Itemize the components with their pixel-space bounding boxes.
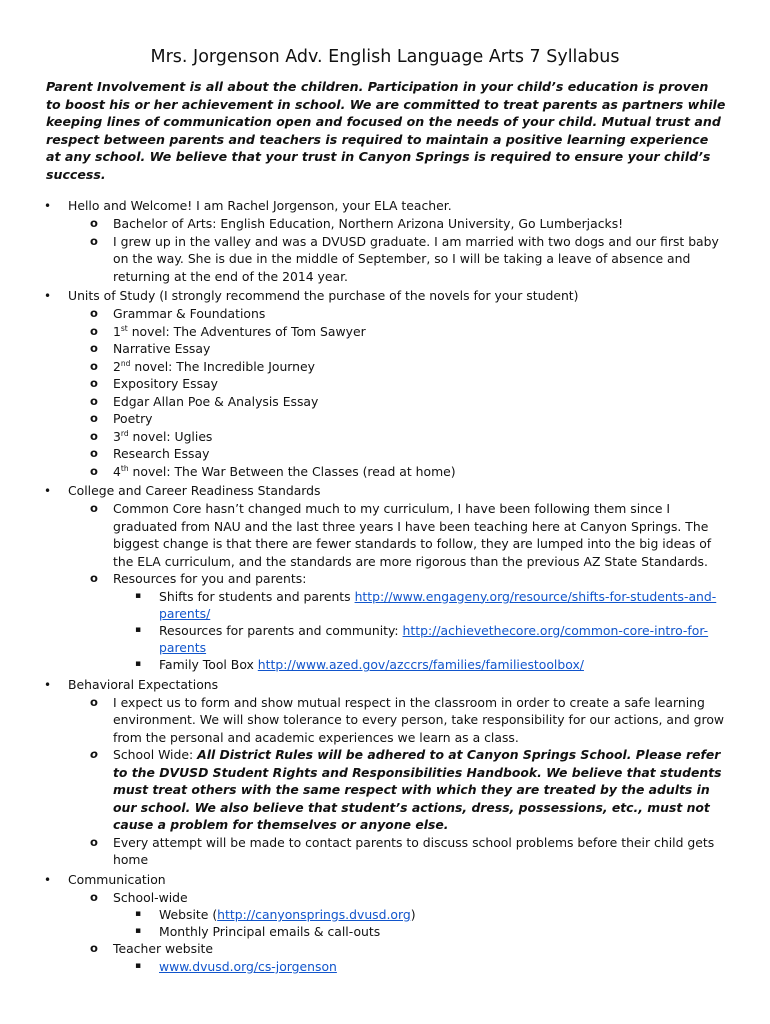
list-item: [0, 889, 770, 907]
circle-bullet-icon: o: [90, 323, 98, 338]
bullet-icon: •: [44, 872, 52, 887]
school-wide-rules: All District Rules will be adhered to at Canyon Springs School. Please refer to the DVUSD Student Rights and Responsibilities Handbook. We believe that students must treat others with the same respect with which they are treated by the adults in our school. We also believe that student’s actions, dress, possessions, etc., must not cause a problem for themselves or anyone else.: [113, 747, 722, 833]
circle-bullet-icon: o: [90, 834, 98, 849]
circle-bullet-icon: o: [90, 428, 98, 443]
circle-bullet-icon: o: [90, 216, 98, 230]
list-item: [0, 500, 770, 570]
unit-text: Grammar & Foundations: [113, 306, 266, 321]
list-item: [0, 358, 770, 376]
teacher-website-heading: Teacher website: [113, 941, 214, 957]
list-item: [0, 570, 770, 588]
circle-bullet-icon: o: [90, 306, 98, 320]
communication-heading: Communication: [68, 871, 166, 887]
circle-bullet-icon: o: [90, 571, 98, 585]
unit-ordinal: rd: [120, 428, 129, 438]
shifts-link[interactable]: http://www.engageny.org/resource/shifts-for-students-and-parents/: [159, 588, 717, 621]
list-item: [0, 428, 770, 446]
list-item: [0, 323, 770, 341]
bullet-icon: •: [44, 289, 52, 303]
resource-label: Resources for parents and community:: [159, 622, 403, 638]
contact-text: Every attempt will be made to contact parents to discuss school problems before their child gets home: [113, 834, 715, 868]
units-heading: Units of Study (I strongly recommend the purchase of the novels for your student): [68, 288, 579, 303]
website-label: Website (: [159, 907, 218, 923]
list-item: [0, 393, 770, 411]
school-wide-label: School Wide:: [113, 747, 198, 763]
unit-number: 3: [113, 428, 121, 444]
circle-bullet-icon: o: [90, 376, 98, 390]
unit-text: Research Essay: [113, 446, 210, 461]
communication-section: [0, 871, 770, 889]
website-close: ): [410, 907, 416, 923]
intro-paragraph: Parent Involvement is all about the children. Participation in your child’s education is proven to boost his or her achievement in school. We are committed to treat parents as partners while keeping lines of communication open and focused on the needs of your child. Mutual trust and respect between parents and teachers is required to maintain a positive learning experience at any school. We believe that your trust in Canyon Springs is required to ensure your child’s success.: [46, 79, 726, 182]
unit-number: 4: [113, 463, 121, 479]
unit-text: novel: The War Between the Classes (read at home): [128, 463, 456, 479]
achievethecore-link[interactable]: http://achievethecore.org/common-core-intro-for-parents: [159, 622, 709, 656]
unit-text: Edgar Allan Poe & Analysis Essay: [113, 393, 319, 409]
behavior-section: [0, 676, 770, 694]
list-item: [0, 445, 770, 463]
resource-label: Shifts for students and parents: [159, 588, 355, 604]
page-title: Mrs. Jorgenson Adv. English Language Arts 7 Syllabus: [150, 47, 620, 67]
unit-text: Poetry: [113, 411, 153, 426]
square-bullet-icon: ▪: [135, 960, 142, 971]
syllabus-content: [0, 195, 770, 975]
list-item: [0, 940, 770, 958]
square-bullet-icon: ▪: [135, 926, 142, 937]
unit-text: novel: The Adventures of Tom Sawyer: [127, 323, 366, 339]
list-item: [0, 923, 770, 940]
circle-bullet-icon: o: [90, 747, 98, 762]
circle-bullet-icon: o: [90, 393, 98, 408]
circle-bullet-icon: o: [90, 889, 98, 904]
ccr-heading: College and Career Readiness Standards: [68, 483, 321, 498]
school-wide-heading: School-wide: [113, 889, 188, 905]
respect-text: I expect us to form and show mutual respect in the classroom in order to create a safe learning environment. We will show tolerance to every person, take responsibility for our actions, and grow from the personal and academic experiences we learn as a class.: [113, 694, 725, 745]
unit-number: 1: [113, 323, 121, 339]
square-bullet-icon: ▪: [135, 659, 142, 670]
welcome-heading: Hello and Welcome! I am Rachel Jorgenson, your ELA teacher.: [68, 198, 452, 213]
unit-number: 2: [113, 358, 121, 374]
unit-text: novel: Uglies: [128, 428, 213, 444]
circle-bullet-icon: o: [90, 446, 98, 460]
circle-bullet-icon: o: [90, 501, 98, 515]
list-item: [0, 340, 770, 358]
bullet-icon: •: [44, 677, 52, 692]
list-item: [0, 305, 770, 323]
ccr-section: [0, 482, 770, 500]
degree-text: Bachelor of Arts: English Education, Northern Arizona University, Go Lumberjacks!: [113, 216, 624, 231]
list-item: [0, 588, 770, 622]
background-text: I grew up in the valley and was a DVUSD graduate. I am married with two dogs and our first baby on the way. She is due in the middle of September, so I will be taking a leave of absence and returning at the end of the 2014 year.: [113, 233, 719, 284]
square-bullet-icon: ▪: [135, 624, 142, 635]
units-section: [0, 287, 770, 305]
list-item: [0, 463, 770, 481]
list-item: [0, 906, 770, 923]
unit-text: Expository Essay: [113, 376, 218, 391]
unit-text: novel: The Incredible Journey: [130, 358, 315, 374]
common-core-text: Common Core hasn’t changed much to my curriculum, I have been following them since I graduated from NAU and the last three years I have been teaching here at Canyon Springs. The biggest change is that there are fewer standards to follow, they are lumped into the big ideas of the ELA curriculum, and the standards are more rigorous than the previous AZ State Standards.: [113, 501, 712, 569]
list-item: [0, 656, 770, 673]
unit-ordinal: th: [120, 463, 129, 473]
bullet-icon: •: [44, 199, 52, 213]
circle-bullet-icon: o: [90, 341, 98, 355]
circle-bullet-icon: o: [90, 694, 98, 709]
list-item: [0, 233, 770, 286]
list-item: [0, 746, 770, 834]
list-item: [0, 958, 770, 975]
unit-ordinal: st: [120, 323, 128, 333]
circle-bullet-icon: o: [90, 463, 98, 478]
family-toolbox-link[interactable]: http://www.azed.gov/azccrs/families/familiestoolbox/: [257, 657, 584, 673]
circle-bullet-icon: o: [90, 411, 98, 425]
circle-bullet-icon: o: [90, 941, 98, 956]
list-item: [0, 215, 770, 233]
resource-label: Family Tool Box: [159, 657, 258, 673]
list-item: [0, 834, 770, 869]
circle-bullet-icon: o: [90, 233, 98, 248]
welcome-section: [0, 197, 770, 215]
list-item: [0, 694, 770, 747]
resources-heading: Resources for you and parents:: [113, 571, 307, 586]
unit-ordinal: nd: [120, 358, 131, 368]
list-item: [0, 375, 770, 393]
teacher-website-link[interactable]: www.dvusd.org/cs-jorgenson: [159, 958, 337, 974]
behavior-heading: Behavioral Expectations: [68, 676, 219, 692]
principal-text: Monthly Principal emails & call-outs: [159, 924, 381, 940]
school-website-link[interactable]: http://canyonsprings.dvusd.org: [217, 907, 411, 923]
square-bullet-icon: ▪: [135, 909, 142, 920]
list-item: [0, 622, 770, 656]
square-bullet-icon: ▪: [135, 590, 142, 601]
unit-text: Narrative Essay: [113, 341, 211, 356]
list-item: [0, 410, 770, 428]
circle-bullet-icon: o: [90, 358, 98, 373]
bullet-icon: •: [44, 484, 52, 498]
